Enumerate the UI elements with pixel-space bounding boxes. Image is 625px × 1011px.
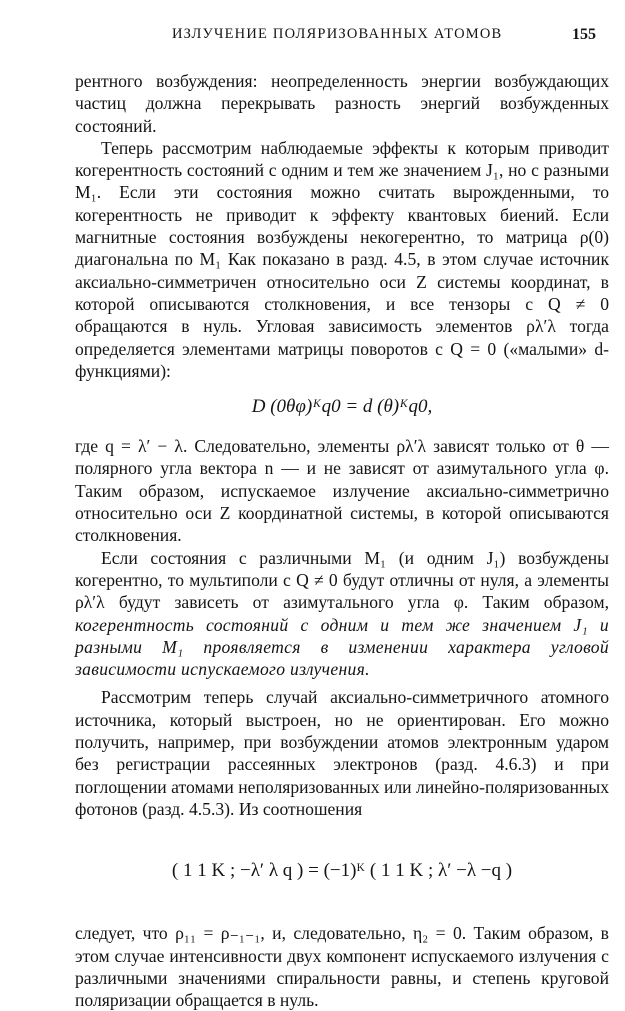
paragraph-3: где q = λ′ − λ. Следовательно, элементы ρλ′λ зависят только от θ — полярного угла вектора n — и не зависят от азимутального угла φ. Таким образом, испускаемое излучение аксиально-симметрично относительно оси Z координатной системы, в которой описываются столкновения. xyxy=(75,436,609,546)
page-header xyxy=(0,26,625,48)
page-body xyxy=(75,70,609,1011)
paragraph-6: следует, что ρ₁₁ = ρ₋₁₋₁, и, следовательно, η₂ = 0. Таким образом, в этом случае интенсивности двух компонент испускаемого излучения с различными значениями спиральности равны, и степень круговой поляризации обращается в нуль. xyxy=(75,923,609,1011)
page-number: 155 xyxy=(572,26,596,43)
paragraph-4 xyxy=(75,547,609,681)
paragraph-4-emphasis: когерентность состояний с одним и тем же значением J₁ и разными M₁ проявляется в изменении характера угловой зависимости испускаемого излучения. xyxy=(75,614,609,680)
paragraph-2: Теперь рассмотрим наблюдаемые эффекты к которым приводит когерентность состояний с одним и тем же значением J₁, но с разными M₁. Если эти состояния можно считать вырожденными, то когерентность не приводит к эффекту квантовых биений. Если магнитные состояния возбуждены некогерентно, то матрица ρ(0) диагональна по M₁ Как показано в разд. 4.5, в этом случае источник аксиально-симметричен относительно оси Z системы координат, в которой описываются столкновения, и все тензоры с Q ≠ 0 обращаются в нуль. Угловая зависимость элементов ρλ′λ тогда определяется элементами матрицы поворотов с Q = 0 («малыми» d-функциями): xyxy=(75,137,609,381)
formula-3j-symbol: ( 1 1 K ; −λ′ λ q ) = (−1)ᴷ ( 1 1 K ; λ′ −λ −q ) xyxy=(171,860,513,882)
paragraph-4-text: Если состояния с различными M₁ (и одним J₁) возбуждены когерентно, то мультиполи с Q ≠ 0 будут отличны от нуля, а элементы ρλ′λ будут зависеть от азимутального угла φ. Таким образом, xyxy=(75,547,609,613)
paragraph-1: рентного возбуждения: неопределенность энергии возбуждающих частиц должна перекрывать разность энергий возбужденных состояний. xyxy=(75,71,609,136)
paragraph-5: Рассмотрим теперь случай аксиально-симметричного атомного источника, который выстроен, но не ориентирован. Его можно получить, например, при возбуждении атомов электронным ударом без регистрации рассеянных электронов (разд. 4.6.3) и при поглощении атомами неполяризованных или линейно-поляризованных фотонов (разд. 4.5.3). Из соотношения xyxy=(75,687,609,819)
formula-rotation-matrix: D (0θφ)ᴷq0 = d (θ)ᴷq0, xyxy=(251,396,433,418)
running-title: ИЗЛУЧЕНИЕ ПОЛЯРИЗОВАННЫХ АТОМОВ xyxy=(172,26,503,42)
